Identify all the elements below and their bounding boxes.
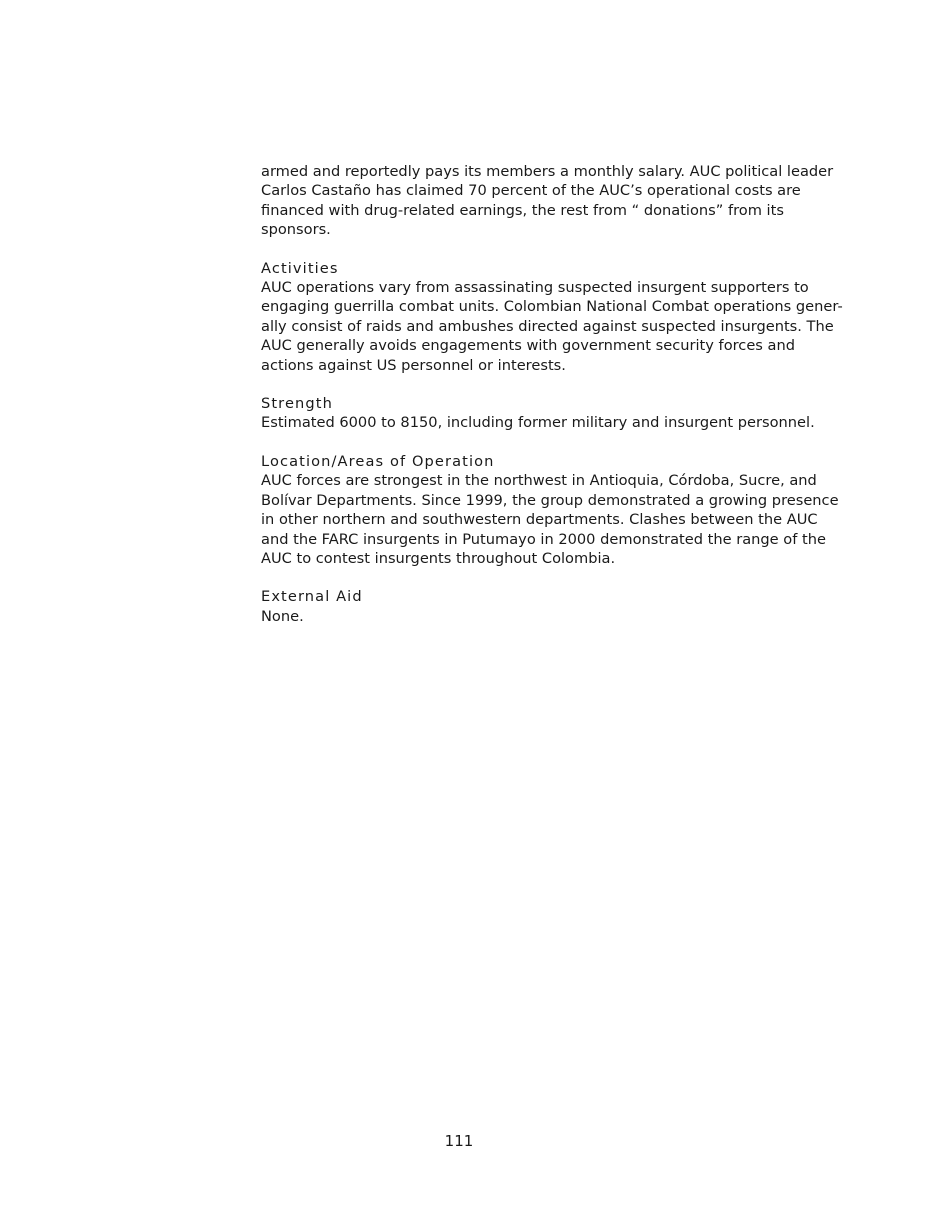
text-line: ally consist of raids and ambushes directed against suspected insurgents. The	[261, 317, 834, 335]
strength-section	[261, 394, 831, 433]
text-line: financed with drug-related earnings, the rest from “ donations” from its	[261, 201, 784, 219]
text-line: sponsors.	[261, 221, 331, 239]
page-content	[261, 162, 843, 626]
text-line: Carlos Castaño has claimed 70 percent of the AUC’s operational costs are	[261, 182, 801, 200]
strength-heading: Strength	[261, 395, 333, 413]
location-paragraph	[261, 471, 839, 568]
text-line: None.	[261, 607, 304, 625]
activities-paragraph	[261, 278, 843, 375]
location-section	[261, 452, 839, 568]
text-line: AUC to contest insurgents throughout Colombia.	[261, 549, 616, 567]
text-line: AUC generally avoids engagements with government security forces and	[261, 337, 796, 355]
text-line: Estimated 6000 to 8150, including former military and insurgent personnel.	[261, 414, 815, 432]
strength-paragraph	[261, 413, 831, 432]
text-line: engaging guerrilla combat units. Colombian National Combat operations gener-	[261, 298, 843, 316]
external-aid-paragraph	[261, 607, 831, 626]
location-heading: Location/Areas of Operation	[261, 452, 495, 470]
text-line: and the FARC insurgents in Putumayo in 2000 demonstrated the range of the	[261, 530, 826, 548]
activities-heading: Activities	[261, 259, 339, 277]
external-aid-heading: External Aid	[261, 588, 363, 606]
text-line: in other northern and southwestern departments. Clashes between the AUC	[261, 511, 818, 529]
text-line: armed and reportedly pays its members a monthly salary. AUC political leader	[261, 163, 834, 180]
activities-section	[261, 259, 843, 375]
external-aid-section	[261, 587, 831, 626]
page-number: 111	[444, 1132, 474, 1150]
text-line: AUC operations vary from assassinating suspected insurgent supporters to	[261, 279, 809, 297]
text-line: AUC forces are strongest in the northwest in Antioquia, Córdoba, Sucre, and	[261, 472, 817, 490]
intro-paragraph	[261, 162, 834, 240]
text-line: Bolívar Departments. Since 1999, the group demonstrated a growing presence	[261, 491, 839, 509]
text-line: actions against US personnel or interests.	[261, 356, 566, 374]
